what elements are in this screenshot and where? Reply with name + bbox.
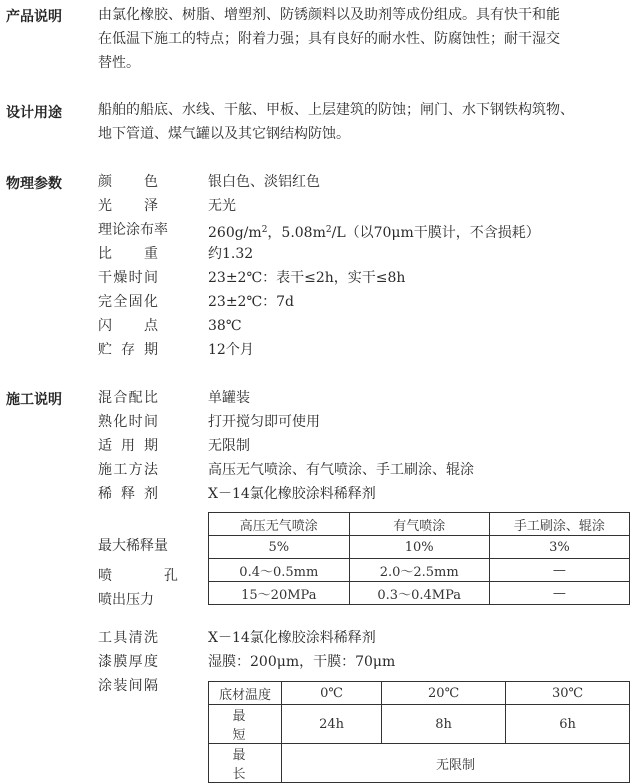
table-cell: 15～20MPa	[209, 582, 350, 605]
param-value: 单罐装	[208, 390, 250, 406]
table-header-cell: 高压无气喷涂	[209, 513, 350, 536]
param-label: 完全固化	[98, 294, 158, 310]
param-label: 理论涂布率	[98, 222, 168, 238]
table-cell: 3%	[489, 536, 629, 559]
section-heading-usage: 设计用途	[6, 105, 62, 121]
param-value: 23±2℃：表干≤2h，实干≤8h	[208, 270, 406, 286]
product-line: 在低温下施工的特点；附着力强；具有良好的耐水性、防腐蚀性；耐干湿交	[98, 31, 560, 47]
param-value: 高压无气喷涂、有气喷涂、手工刷涂、辊涂	[208, 462, 474, 478]
section-heading-application: 施工说明	[6, 392, 62, 408]
usage-description	[98, 98, 628, 146]
param-value: 湿膜：200μm，干膜：70μm	[208, 654, 396, 670]
param-label: 光泽	[98, 198, 158, 214]
param-value: 23±2℃：7d	[208, 294, 294, 310]
param-value: $260g/m^2$，$5.08m^2/L$（以70μm干膜计，不含损耗）	[208, 225, 540, 241]
table-cell: 0.3～0.4MPa	[349, 582, 489, 605]
usage-line: 船舶的船底、水线、干舷、甲板、上层建筑的防蚀；闸门、水下钢铁构筑物、	[98, 102, 574, 118]
param-label: 漆膜厚度	[98, 654, 158, 670]
table-header-cell: 手工刷涂、辊涂	[489, 513, 629, 536]
param-value: 38℃	[208, 318, 242, 334]
table-cell: 无限制	[282, 744, 630, 783]
param-value: 约1.32	[208, 246, 254, 262]
param-value: 银白色、淡铝红色	[208, 174, 320, 190]
table-cell: —	[489, 582, 629, 605]
usage-line: 地下管道、煤气罐以及其它钢结构防蚀。	[98, 126, 350, 142]
table-header-cell: 20℃	[382, 682, 506, 705]
table-cell: 2.0～2.5mm	[349, 559, 489, 582]
spray-row-label: 最大稀释量	[98, 538, 168, 554]
table-cell: 6h	[506, 705, 630, 744]
table-header-cell: 有气喷涂	[349, 513, 489, 536]
param-value: 打开搅匀即可使用	[208, 414, 320, 430]
table-row	[209, 682, 630, 705]
product-line: 替性。	[98, 55, 140, 71]
param-value: X－14氯化橡胶涂料稀释剂	[208, 630, 376, 646]
product-description	[98, 3, 628, 75]
section-heading-physical: 物理参数	[6, 176, 62, 192]
param-label: 比重	[98, 246, 158, 262]
section-heading-product: 产品说明	[6, 9, 62, 25]
table-row	[209, 705, 630, 744]
param-value: X－14氯化橡胶涂料稀释剂	[208, 486, 376, 502]
table-row	[209, 513, 630, 536]
table-cell: —	[489, 559, 629, 582]
param-label: 熟化时间	[98, 414, 158, 430]
param-value: 无限制	[208, 438, 250, 454]
spray-row-label: 喷孔	[98, 568, 178, 584]
table-cell: 5%	[209, 536, 350, 559]
table-header-cell: 底材温度	[209, 682, 282, 705]
table-header-cell: 0℃	[282, 682, 382, 705]
table-row	[209, 744, 630, 783]
table-row	[209, 582, 630, 605]
param-value: 无光	[208, 198, 236, 214]
table-row	[209, 559, 630, 582]
table-cell: 10%	[349, 536, 489, 559]
param-label: 闪点	[98, 318, 158, 334]
param-label: 稀释剂	[98, 486, 158, 502]
table-row-label: 最短	[209, 705, 282, 744]
param-label: 混合配比	[98, 390, 158, 406]
interval-table	[208, 681, 630, 783]
param-label: 贮存期	[98, 342, 158, 358]
param-label: 颜色	[98, 174, 158, 190]
param-label: 适用期	[98, 438, 158, 454]
param-label: 涂装间隔	[98, 678, 158, 694]
spray-row-label: 喷出压力	[98, 592, 154, 608]
param-label: 干燥时间	[98, 270, 158, 286]
table-cell: 24h	[282, 705, 382, 744]
table-row-label: 最长	[209, 744, 282, 783]
table-cell: 8h	[382, 705, 506, 744]
table-row	[209, 536, 630, 559]
table-header-cell: 30℃	[506, 682, 630, 705]
product-line: 由氯化橡胶、树脂、增塑剂、防锈颜料以及助剂等成份组成。具有快干和能	[98, 7, 560, 23]
param-label: 工具清洗	[98, 630, 158, 646]
spray-table	[208, 512, 630, 605]
param-label: 施工方法	[98, 462, 158, 478]
param-value: 12个月	[208, 342, 254, 358]
table-cell: 0.4～0.5mm	[209, 559, 350, 582]
